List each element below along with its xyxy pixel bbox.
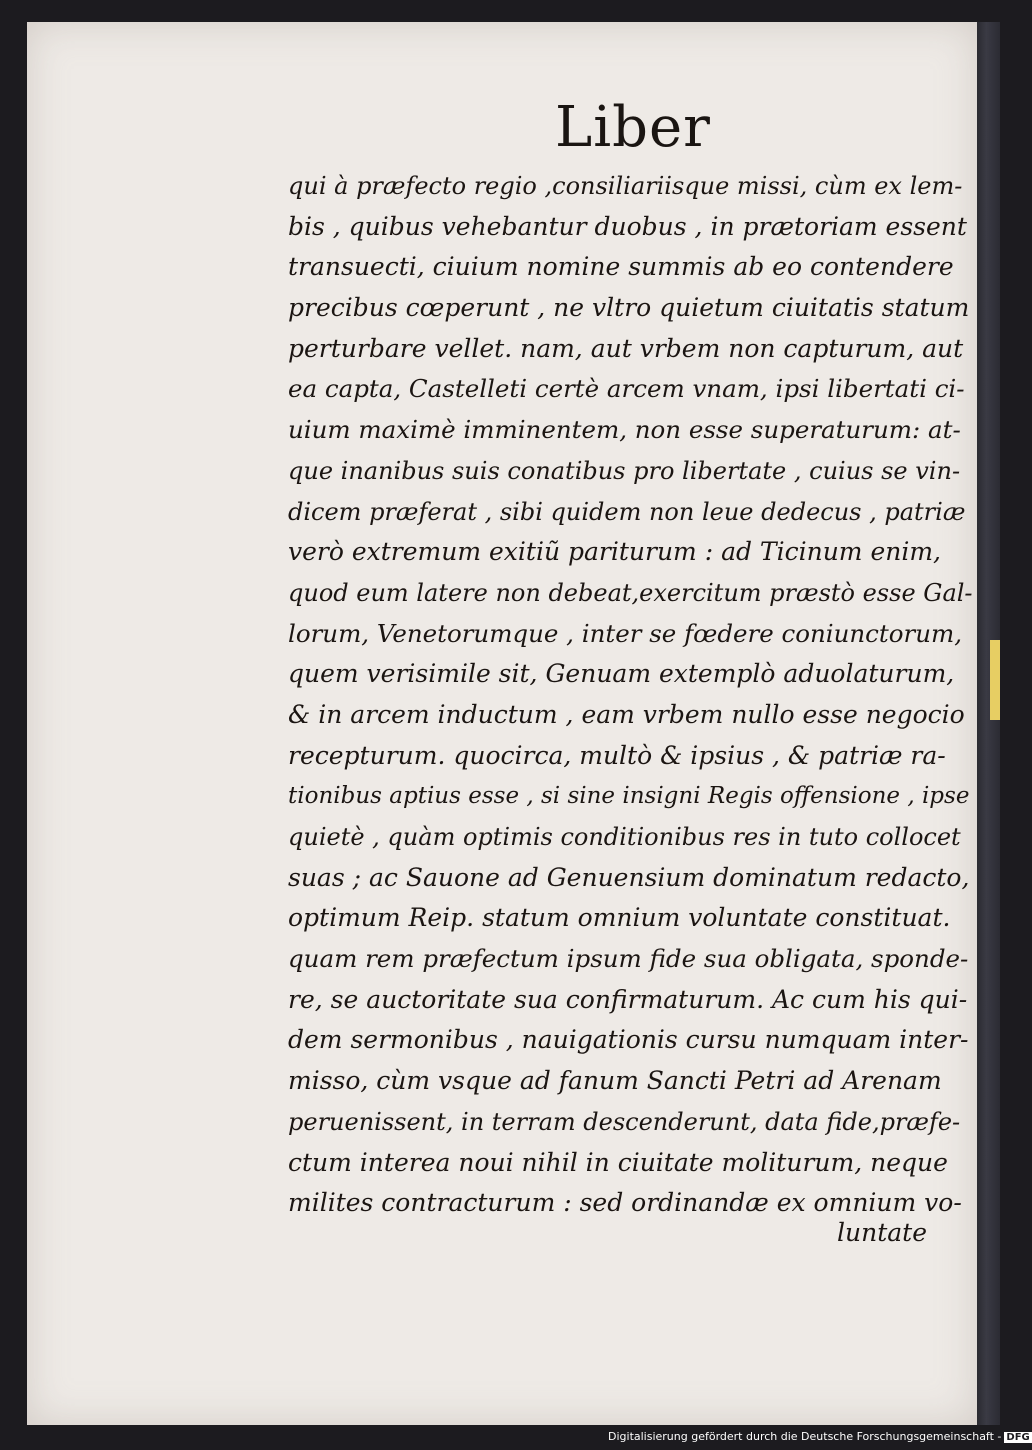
catchword: luntate xyxy=(837,1218,927,1247)
text-line: tionibus aptius esse , si sine insigni Regis offensione , ipse xyxy=(288,783,970,810)
text-line: ea capta, Castelleti certè arcem vnam, ipsi libertati ci- xyxy=(288,374,965,404)
text-line: perturbare vellet. nam, aut vrbem non capturum, aut xyxy=(288,333,964,363)
text-line: transuecti, ciuium nomine summis ab eo contendere xyxy=(288,252,954,282)
footer-credit: Digitalisierung gefördert durch die Deutsche Forschungsgemeinschaft - xyxy=(608,1430,1002,1443)
text-line: quam rem præfectum ipsum fide sua obligata, sponde- xyxy=(288,944,969,974)
text-line: qui à præfecto regio ,consiliariisque missi, cùm ex lem- xyxy=(288,172,963,200)
text-line: quietè , quàm optimis conditionibus res in tuto collocet xyxy=(288,823,961,851)
page-edge xyxy=(977,22,1000,1425)
text-line: misso, cùm vsque ad fanum Sancti Petri ad Arenam xyxy=(288,1066,942,1096)
edge-marker xyxy=(990,640,1000,720)
text-line: & in arcem inductum , eam vrbem nullo esse negocio xyxy=(288,699,965,729)
text-line: verò extremum exitiũ pariturum : ad Ticinum enim, xyxy=(288,537,941,567)
body-text xyxy=(288,166,973,1224)
text-line: milites contracturum : sed ordinandæ ex omnium vo- xyxy=(288,1188,962,1218)
text-line: peruenissent, in terram descenderunt, data fide,præfe- xyxy=(288,1107,961,1136)
text-line: dem sermonibus , nauigationis cursu numquam inter- xyxy=(288,1025,969,1055)
text-line: optimum Reip. statum omnium voluntate constituat. xyxy=(288,903,951,933)
text-line: lorum, Venetorumque , inter se fœdere coniunctorum, xyxy=(288,618,963,648)
text-line: recepturum. quocirca, multò & ipsius , & patriæ ra- xyxy=(288,740,946,770)
text-line: que inanibus suis conatibus pro libertate , cuius se vin- xyxy=(288,456,961,485)
dfg-logo: DFG xyxy=(1006,1432,1030,1443)
text-line: bis , quibus vehebantur duobus , in prætoriam essent xyxy=(288,211,967,241)
running-head: Liber xyxy=(555,95,711,160)
text-line: uium maximè imminentem, non esse superaturum: at- xyxy=(288,415,961,445)
digitization-footer xyxy=(608,1430,1032,1443)
text-line: re, se auctoritate sua confirmaturum. Ac cum his qui- xyxy=(288,984,968,1014)
text-line: ctum interea noui nihil in ciuitate moliturum, neque xyxy=(288,1147,948,1177)
text-line: quod eum latere non debeat,exercitum præstò esse Gal- xyxy=(288,578,973,607)
text-line: dicem præferat , sibi quidem non leue dedecus , patriæ xyxy=(288,497,966,526)
text-line: precibus cœperunt , ne vltro quietum ciuitatis statum xyxy=(288,293,970,323)
text-line: suas ; ac Sauone ad Genuensium dominatum redacto, xyxy=(288,862,970,892)
text-line: quem verisimile sit, Genuam extemplò aduolaturum, xyxy=(288,659,955,689)
